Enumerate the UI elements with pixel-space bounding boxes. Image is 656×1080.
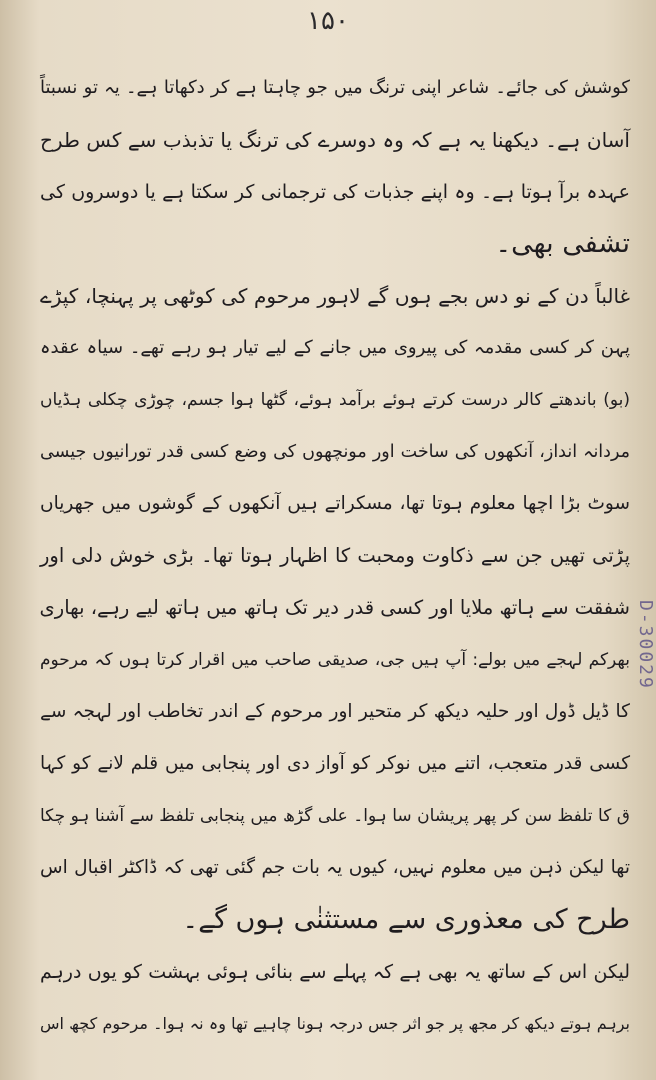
text-line: برہم ہوتے دیکھ کر مجھ پر جو اثر جس درجہ ہونا چاہیے تھا وہ نہ ہوا۔ مرحوم کچھ اس bbox=[40, 1014, 630, 1033]
text-line: طرح کی معذوری سے مستثنٰی ہوں گے۔ bbox=[182, 904, 630, 935]
text-line: تھا لیکن ذہن میں معلوم نہیں، کیوں یہ بات جم گئی تھی کہ ڈاکٹر اقبال اس bbox=[40, 857, 630, 878]
paragraph bbox=[40, 62, 630, 270]
paragraph bbox=[40, 270, 630, 946]
text-line: (بو) باندھتے کالر درست کرتے ہوئے برآمد ہوئے، گٹھا ہوا جسم، چوڑی چکلی ہڈیاں bbox=[40, 390, 630, 410]
text-line: پڑتی تھیں جن سے ذکاوت ومحبت کا اظہار ہوتا تھا۔ بڑی خوش دلی اور bbox=[40, 544, 630, 567]
text-line: تشفی بھی۔ bbox=[495, 228, 630, 259]
text-line: سوٹ بڑا اچھا معلوم ہوتا تھا، مسکراتے ہیں آنکھوں کے گوشوں میں جھریاں bbox=[40, 493, 630, 514]
text-line: شفقت سے ہاتھ ملایا اور کسی قدر دیر تک ہاتھ میں ہاتھ لیے رہے، بھاری bbox=[39, 596, 630, 619]
text-line: کا ڈیل ڈول اور حلیہ دیکھ کر متحیر اور مرحوم کے اندر تخاطب اور لہجہ سے bbox=[40, 701, 630, 722]
page-number: ۱۵۰ bbox=[307, 6, 349, 36]
text-line: عہدہ برآ ہوتا ہے۔ وہ اپنے جذبات کی ترجمانی کر سکتا ہے یا دوسروں کی bbox=[40, 181, 630, 203]
paragraph bbox=[40, 946, 630, 1050]
text-line: لیکن اس کے ساتھ یہ بھی ہے کہ پہلے سے بنائی ہوئی بہشت کو یوں درہم bbox=[40, 961, 630, 983]
text-line: ق کا تلفظ سن کر پھر پریشان سا ہوا۔ علی گڑھ میں پنجابی تلفظ سے آشنا ہو چکا bbox=[40, 806, 630, 826]
text-line: مردانہ انداز، آنکھوں کی ساخت اور مونچھوں کی وضع کسی قدر تورانیوں جیسی bbox=[40, 442, 630, 462]
text-line: کوشش کی جائے۔ شاعر اپنی ترنگ میں جو چاہتا ہے کر دکھاتا ہے۔ یہ تو نسبتاً bbox=[40, 77, 630, 98]
text-line: غالباً دن کے نو دس بجے ہوں گے لاہور مرحوم کی کوٹھی پر پہنچا، کپڑے bbox=[40, 284, 630, 308]
text-line: بھرکم لہجے میں بولے: آپ ہیں جی، صدیقی صاحب میں اقرار کرتا ہوں کہ مرحوم bbox=[40, 650, 630, 670]
text-line: پہن کر کسی مقدمہ کی پیروی میں جانے کے لیے تیار ہو رہے تھے۔ سیاہ عقدہ bbox=[40, 337, 630, 358]
library-stamp: D-30029 bbox=[635, 600, 656, 690]
text-line: آسان ہے۔ دیکھنا یہ ہے کہ وہ دوسرے کی ترنگ یا تذبذب سے کس طرح bbox=[40, 128, 630, 152]
page-body bbox=[40, 62, 630, 1050]
text-line: کسی قدر متعجب، اتنے میں نوکر کو آواز دی اور پنجابی میں قلم لانے کو کہا bbox=[40, 753, 630, 774]
